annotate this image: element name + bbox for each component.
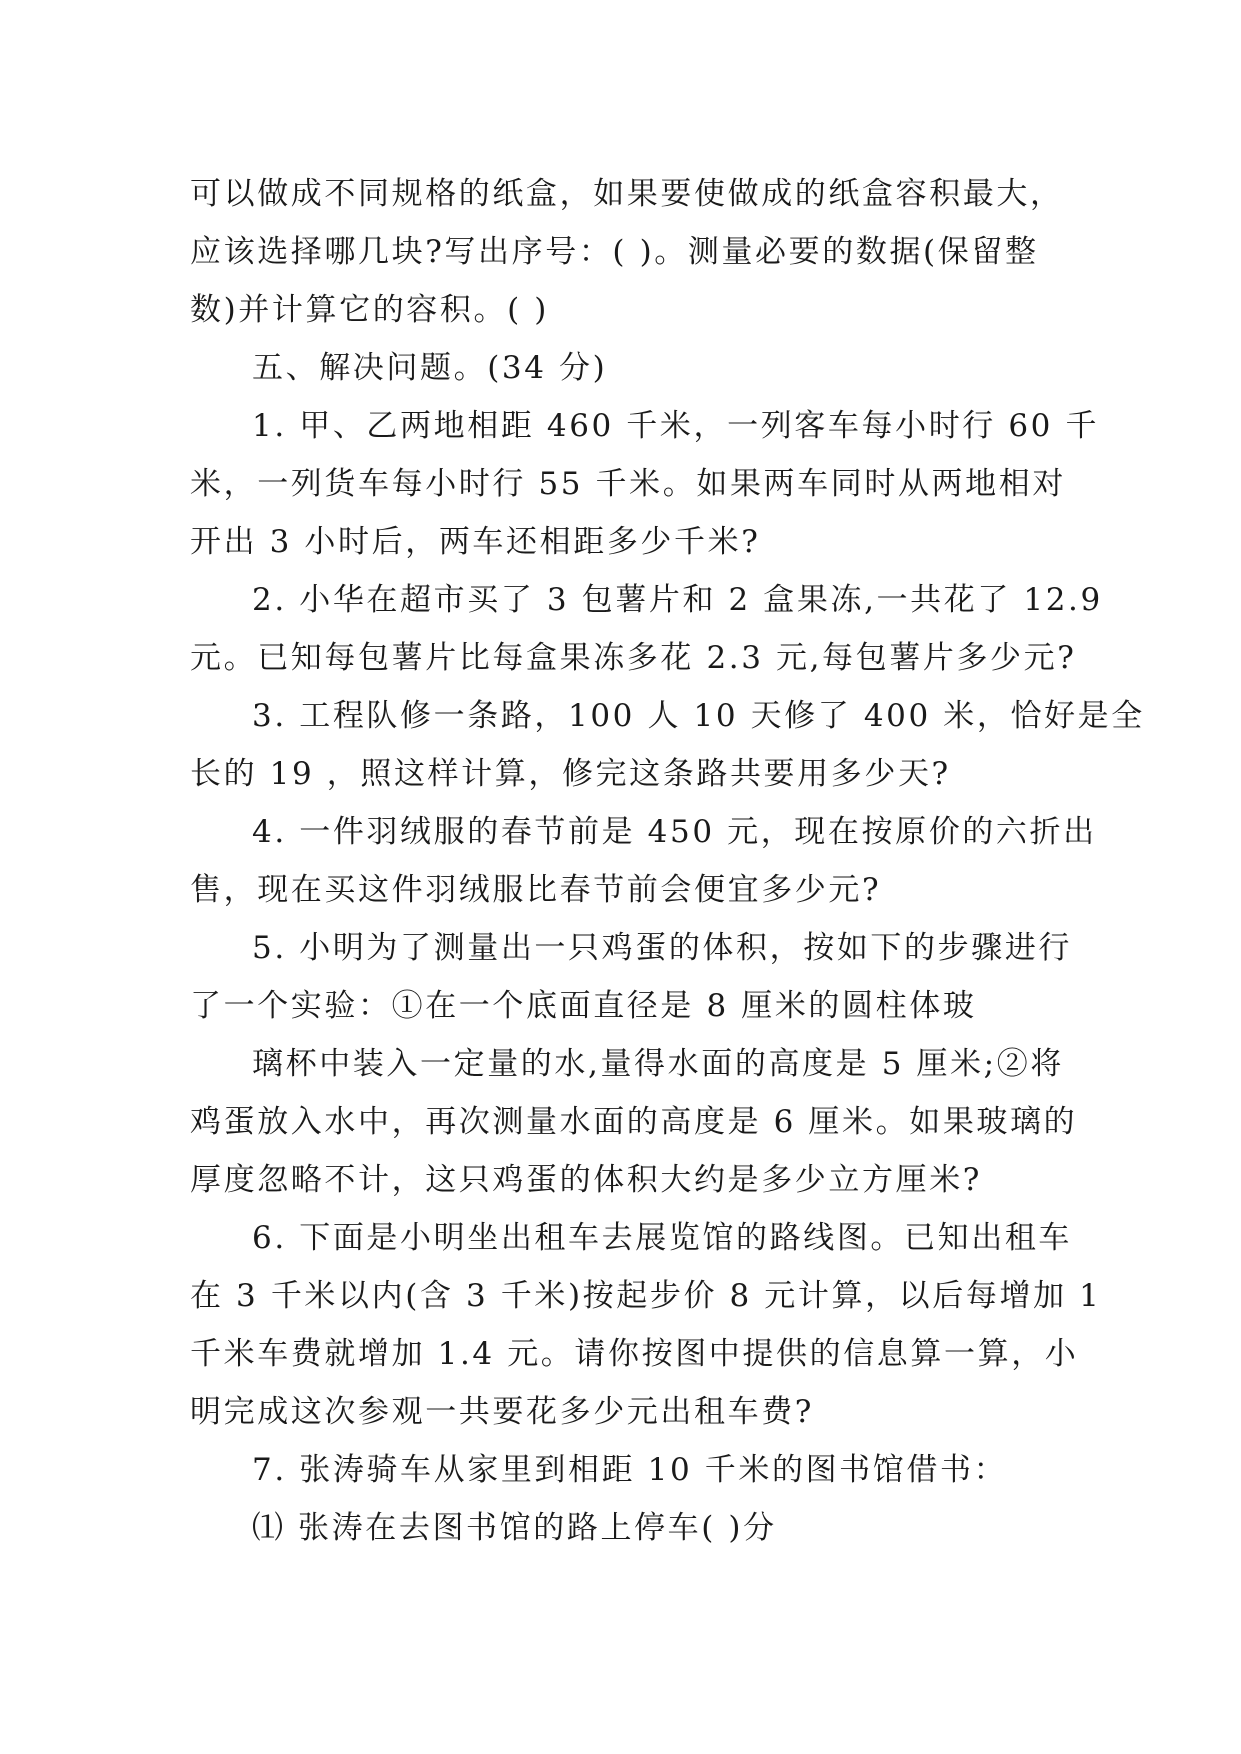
- text-line: 元。已知每包薯片比每盒果冻多花 2.3 元,每包薯片多少元?: [190, 640, 1077, 676]
- text-line: 鸡蛋放入水中，再次测量水面的高度是 6 厘米。如果玻璃的: [190, 1104, 1078, 1140]
- text-line: 明完成这次参观一共要花多少元出租车费?: [190, 1394, 815, 1430]
- question-4: 4. 一件羽绒服的春节前是 450 元，现在按原价的六折出: [252, 814, 1097, 850]
- text-line: 千米车费就增加 1.4 元。请你按图中提供的信息算一算，小: [190, 1336, 1079, 1372]
- text-line: 售，现在买这件羽绒服比春节前会便宜多少元?: [190, 872, 882, 908]
- text-line: 璃杯中装入一定量的水,量得水面的高度是 5 厘米;②将: [252, 1046, 1064, 1082]
- text-line: 长的 19 ，照这样计算，修完这条路共要用多少天?: [190, 756, 951, 792]
- text-line: 在 3 千米以内(含 3 千米)按起步价 8 元计算，以后每增加 1: [190, 1278, 1102, 1314]
- question-1: 1. 甲、乙两地相距 460 千米，一列客车每小时行 60 千: [252, 408, 1100, 444]
- text-line: 可以做成不同规格的纸盒，如果要使做成的纸盒容积最大，: [190, 176, 1064, 212]
- question-5: 5. 小明为了测量出一只鸡蛋的体积，按如下的步骤进行: [252, 930, 1073, 966]
- text-line: 厚度忽略不计，这只鸡蛋的体积大约是多少立方厘米?: [190, 1162, 983, 1198]
- text-line: 数)并计算它的容积。( ): [190, 292, 549, 328]
- question-6: 6. 下面是小明坐出租车去展览馆的路线图。已知出租车: [252, 1220, 1073, 1256]
- sub-question-1: ⑴ 张涛在去图书馆的路上停车( )分: [252, 1510, 777, 1546]
- text-line: 应该选择哪几块?写出序号：( )。测量必要的数据(保留整: [190, 234, 1039, 270]
- question-3: 3. 工程队修一条路，100 人 10 天修了 400 米，恰好是全: [252, 698, 1145, 734]
- section-heading: 五、解决问题。(34 分): [252, 350, 608, 386]
- question-7: 7. 张涛骑车从家里到相距 10 千米的图书馆借书：: [252, 1452, 1008, 1488]
- text-line: 开出 3 小时后，两车还相距多少千米?: [190, 524, 761, 560]
- text-line: 米，一列货车每小时行 55 千米。如果两车同时从两地相对: [190, 466, 1066, 502]
- text-line: 了一个实验：①在一个底面直径是 8 厘米的圆柱体玻: [190, 988, 977, 1024]
- question-2: 2. 小华在超市买了 3 包薯片和 2 盒果冻,一共花了 12.9: [252, 582, 1103, 618]
